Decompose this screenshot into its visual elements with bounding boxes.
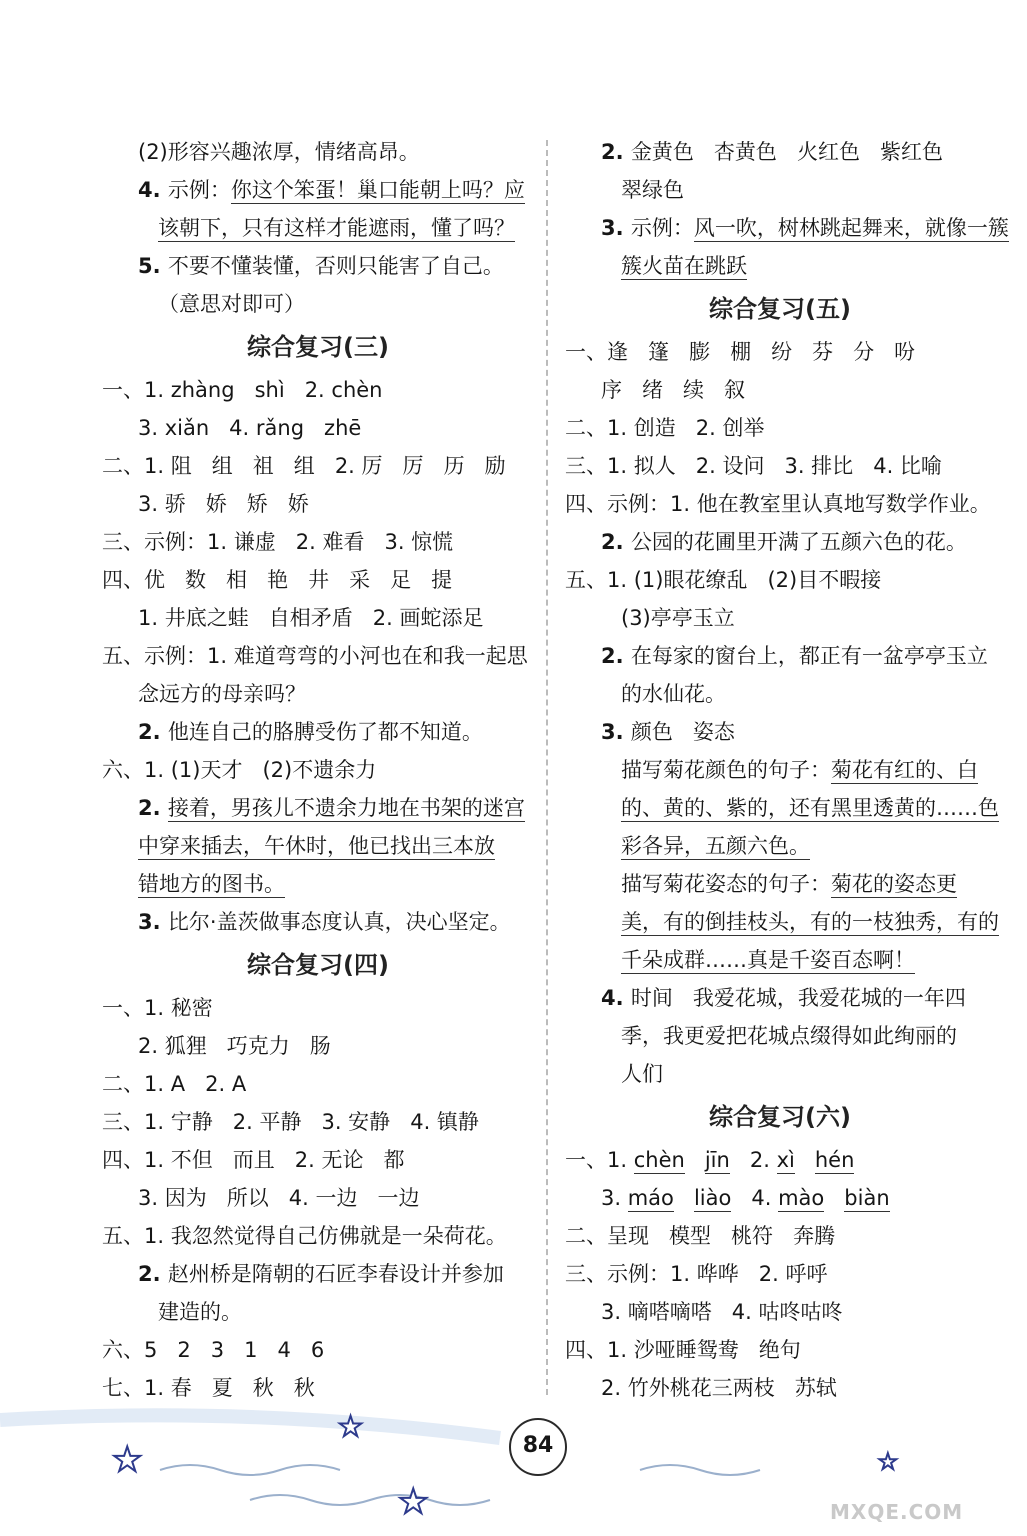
answer-line bbox=[102, 171, 534, 209]
answer-text: (2)形容兴趣浓厚，情绪高昂。 bbox=[138, 140, 420, 164]
answer-text bbox=[685, 1148, 705, 1172]
answer-text: 三、示例：1. 谦虚 2. 难看 3. 惊慌 bbox=[102, 530, 454, 554]
answer-text: 3. 嘀嗒嘀嗒 4. 咕咚咕咚 bbox=[601, 1300, 843, 1324]
answer-line bbox=[565, 133, 995, 171]
answer-text: 六、1. (1)天才 (2)不遗余力 bbox=[102, 758, 377, 782]
answer-text: 示例： bbox=[167, 178, 231, 202]
answer-text: 描写菊花姿态的句子： bbox=[621, 872, 831, 896]
answer-line bbox=[565, 561, 995, 599]
answer-text: 二、1. 阻 组 祖 组 2. 厉 厉 历 励 bbox=[102, 454, 506, 478]
answer-text: 四、优 数 相 艳 井 采 足 提 bbox=[102, 568, 453, 592]
answer-text: 比尔·盖茨做事态度认真，决心坚定。 bbox=[167, 910, 511, 934]
answer-line bbox=[102, 713, 534, 751]
answer-line bbox=[565, 827, 995, 865]
answer-line bbox=[565, 409, 995, 447]
answer-text: 一、1. zhàng shì 2. chèn bbox=[102, 378, 383, 402]
answer-line bbox=[102, 1293, 534, 1331]
section-heading: 综合复习(五) bbox=[709, 295, 851, 323]
answer-text: 三、1. 拟人 2. 设问 3. 排比 4. 比喻 bbox=[565, 454, 942, 478]
answer-text: 四、1. 沙哑睡鸳鸯 绝句 bbox=[565, 1338, 801, 1362]
answer-line bbox=[565, 333, 995, 371]
answer-line bbox=[565, 1217, 995, 1255]
answer-line bbox=[565, 1141, 995, 1179]
underlined-answer: 错地方的图书。 bbox=[138, 872, 285, 896]
section-heading: 综合复习(三) bbox=[247, 333, 389, 361]
answer-line bbox=[565, 903, 999, 941]
answer-text: 人们 bbox=[621, 1062, 663, 1086]
underlined-answer: 接着，男孩儿不遗余力地在书架的迷宫 bbox=[167, 796, 525, 820]
answer-text: （意思对即可） bbox=[158, 292, 305, 316]
answer-line bbox=[565, 447, 995, 485]
answer-line bbox=[102, 561, 534, 599]
left-answer-column bbox=[102, 133, 534, 1407]
answer-line bbox=[102, 751, 534, 789]
star-icon: ★ bbox=[112, 1440, 143, 1480]
answer-line bbox=[102, 637, 534, 675]
answer-line bbox=[102, 827, 534, 865]
answer-text bbox=[824, 1186, 844, 1210]
answer-line bbox=[102, 1103, 534, 1141]
answer-line bbox=[102, 133, 534, 171]
answer-line bbox=[102, 865, 534, 903]
answer-line bbox=[102, 409, 534, 447]
item-number: 4. bbox=[601, 986, 631, 1010]
right-answer-column bbox=[565, 133, 1009, 1407]
answer-text: 序 绪 续 叙 bbox=[601, 378, 746, 402]
underlined-answer: 美，有的倒挂枝头，有的一枝独秀，有的 bbox=[621, 910, 999, 934]
answer-text: 2. 竹外桃花三两枝 苏轼 bbox=[601, 1376, 837, 1400]
answer-text: 3. xiǎn 4. rǎng zhē bbox=[138, 416, 362, 440]
answer-text: 四、示例：1. 他在教室里认真地写数学作业。 bbox=[565, 492, 991, 516]
column-divider bbox=[546, 140, 548, 1395]
answer-line bbox=[102, 989, 534, 1027]
underlined-answer: máo bbox=[627, 1186, 674, 1210]
underlined-answer: 彩各异，五颜六色。 bbox=[621, 834, 810, 858]
underlined-answer: 菊花有红的、白 bbox=[831, 758, 978, 782]
answer-text: 六、5 2 3 1 4 6 bbox=[102, 1338, 325, 1362]
answer-line bbox=[565, 1179, 995, 1217]
answer-line bbox=[565, 675, 995, 713]
star-icon: ★ bbox=[338, 1410, 364, 1443]
item-number: 5. bbox=[138, 254, 168, 278]
answer-text: 季，我更爱把花城点缀得如此绚丽的 bbox=[621, 1024, 957, 1048]
answer-line bbox=[565, 599, 995, 637]
star-icon: ★ bbox=[398, 1482, 429, 1522]
answer-line bbox=[565, 979, 995, 1017]
item-number: 2. bbox=[601, 644, 631, 668]
answer-line bbox=[102, 1065, 534, 1103]
underlined-answer: 中穿来插去，午休时，他已找出三本放 bbox=[138, 834, 495, 858]
answer-text bbox=[795, 1148, 815, 1172]
answer-text: 公园的花圃里开满了五颜六色的花。 bbox=[630, 530, 967, 554]
underlined-answer: chèn bbox=[633, 1148, 685, 1172]
answer-text: 3. bbox=[601, 1186, 628, 1210]
answer-text: 一、逢 篷 膨 棚 纷 芬 分 吩 bbox=[565, 340, 916, 364]
underlined-answer: 风一吹，树林跳起舞来，就像一簇 bbox=[693, 216, 1009, 240]
answer-text: 2. bbox=[729, 1148, 777, 1172]
answer-text: 五、1. 我忽然觉得自己仿佛就是一朵荷花。 bbox=[102, 1224, 507, 1248]
answer-line bbox=[102, 1217, 534, 1255]
answer-text: 五、1. (1)眼花缭乱 (2)目不暇接 bbox=[565, 568, 882, 592]
answer-text: 时间 我爱花城，我爱花城的一年四 bbox=[630, 986, 966, 1010]
underlined-answer: 千朵成群……真是千姿百态啊！ bbox=[621, 948, 915, 972]
item-number: 2. bbox=[601, 530, 631, 554]
watermark: MXQE.COM bbox=[830, 1500, 964, 1524]
answer-text: 四、1. 不但 而且 2. 无论 都 bbox=[102, 1148, 405, 1172]
answer-text: 一、1. bbox=[565, 1148, 634, 1172]
answer-text: 念远方的母亲吗？ bbox=[138, 682, 306, 706]
item-number: 2. bbox=[138, 1262, 168, 1286]
answer-text: 七、1. 春 夏 秋 秋 bbox=[102, 1376, 315, 1400]
answer-text: 五、示例：1. 难道弯弯的小河也在和我一起思 bbox=[102, 644, 528, 668]
item-number: 2. bbox=[601, 140, 631, 164]
answer-text: 1. 井底之蛙 自相矛盾 2. 画蛇添足 bbox=[138, 606, 484, 630]
answer-text: 2. 狐狸 巧克力 肠 bbox=[138, 1034, 331, 1058]
answer-line bbox=[102, 675, 534, 713]
answer-line bbox=[565, 751, 995, 789]
answer-text: 二、1. A 2. A bbox=[102, 1072, 247, 1096]
answer-line bbox=[565, 1055, 995, 1093]
answer-line bbox=[565, 865, 995, 903]
item-number: 4. bbox=[138, 178, 168, 202]
page-number: 84 bbox=[509, 1418, 567, 1476]
answer-line bbox=[102, 285, 534, 323]
answer-text: (3)亭亭玉立 bbox=[621, 606, 735, 630]
underlined-answer: biàn bbox=[844, 1186, 890, 1210]
answer-text: 的水仙花。 bbox=[621, 682, 726, 706]
item-number: 3. bbox=[138, 910, 168, 934]
underlined-answer: 你这个笨蛋！巢口能朝上吗？应 bbox=[230, 178, 525, 202]
answer-line bbox=[102, 1331, 534, 1369]
item-number: 2. bbox=[138, 796, 168, 820]
answer-line bbox=[565, 713, 995, 751]
item-number: 2. bbox=[138, 720, 168, 744]
underlined-answer: xì bbox=[776, 1148, 795, 1172]
answer-text: 3. 因为 所以 4. 一边 一边 bbox=[138, 1186, 420, 1210]
answer-text: 赵州桥是隋朝的石匠李春设计并参加 bbox=[167, 1262, 504, 1286]
answer-line bbox=[102, 1179, 534, 1217]
answer-line bbox=[102, 247, 534, 285]
answer-text: 金黄色 杏黄色 火红色 紫红色 bbox=[630, 140, 943, 164]
answer-line bbox=[102, 789, 534, 827]
answer-line bbox=[102, 903, 534, 941]
answer-line bbox=[565, 637, 995, 675]
underlined-answer: 菊花的姿态更 bbox=[831, 872, 957, 896]
answer-text: 颜色 姿态 bbox=[630, 720, 735, 744]
answer-line bbox=[565, 789, 999, 827]
answer-line bbox=[565, 941, 995, 979]
answer-line bbox=[102, 447, 534, 485]
section-heading: 综合复习(四) bbox=[247, 951, 389, 979]
underlined-answer: mào bbox=[778, 1186, 825, 1210]
answer-line bbox=[565, 1293, 995, 1331]
answer-line bbox=[565, 371, 995, 409]
underlined-answer: hén bbox=[814, 1148, 855, 1172]
answer-line bbox=[565, 171, 995, 209]
answer-text: 二、呈现 模型 桃符 奔腾 bbox=[565, 1224, 836, 1248]
answer-text: 建造的。 bbox=[158, 1300, 242, 1324]
answer-text: 不要不懂装懂，否则只能害了自己。 bbox=[167, 254, 504, 278]
answer-text: 描写菊花颜色的句子： bbox=[621, 758, 831, 782]
answer-line bbox=[102, 599, 534, 637]
answer-line bbox=[565, 247, 995, 285]
answer-line bbox=[565, 1331, 995, 1369]
answer-text: 4. bbox=[731, 1186, 779, 1210]
item-number: 3. bbox=[601, 216, 631, 240]
answer-line bbox=[102, 1027, 534, 1065]
answer-text: 三、1. 宁静 2. 平静 3. 安静 4. 镇静 bbox=[102, 1110, 479, 1134]
answer-line bbox=[102, 485, 534, 523]
answer-line bbox=[565, 1017, 995, 1055]
underlined-answer: jīn bbox=[704, 1148, 730, 1172]
answer-text: 三、示例：1. 哗哗 2. 呼呼 bbox=[565, 1262, 828, 1286]
underlined-answer: 的、黄的、紫的，还有黑里透黄的……色 bbox=[621, 796, 999, 820]
answer-text: 翠绿色 bbox=[621, 178, 684, 202]
answer-text: 在每家的窗台上，都正有一盆亭亭玉立 bbox=[630, 644, 988, 668]
answer-text bbox=[674, 1186, 694, 1210]
answer-line bbox=[102, 1141, 534, 1179]
answer-line bbox=[565, 209, 1009, 247]
answer-line bbox=[102, 209, 534, 247]
answer-line bbox=[102, 523, 534, 561]
answer-line bbox=[102, 1255, 534, 1293]
answer-line bbox=[565, 485, 995, 523]
answer-line bbox=[102, 371, 534, 409]
underlined-answer: 该朝下，只有这样才能遮雨，懂了吗？ bbox=[158, 216, 515, 240]
underlined-answer: 簇火苗在跳跃 bbox=[621, 254, 747, 278]
star-icon: ★ bbox=[878, 1450, 898, 1475]
answer-line bbox=[565, 1255, 995, 1293]
item-number: 3. bbox=[601, 720, 631, 744]
section-heading: 综合复习(六) bbox=[709, 1103, 851, 1131]
answer-text: 一、1. 秘密 bbox=[102, 996, 213, 1020]
underlined-answer: liào bbox=[693, 1186, 732, 1210]
answer-text: 示例： bbox=[630, 216, 694, 240]
answer-text: 3. 骄 娇 矫 娇 bbox=[138, 492, 309, 516]
answer-line bbox=[565, 523, 995, 561]
answer-text: 二、1. 创造 2. 创举 bbox=[565, 416, 765, 440]
answer-text: 他连自己的胳膊受伤了都不知道。 bbox=[167, 720, 483, 744]
